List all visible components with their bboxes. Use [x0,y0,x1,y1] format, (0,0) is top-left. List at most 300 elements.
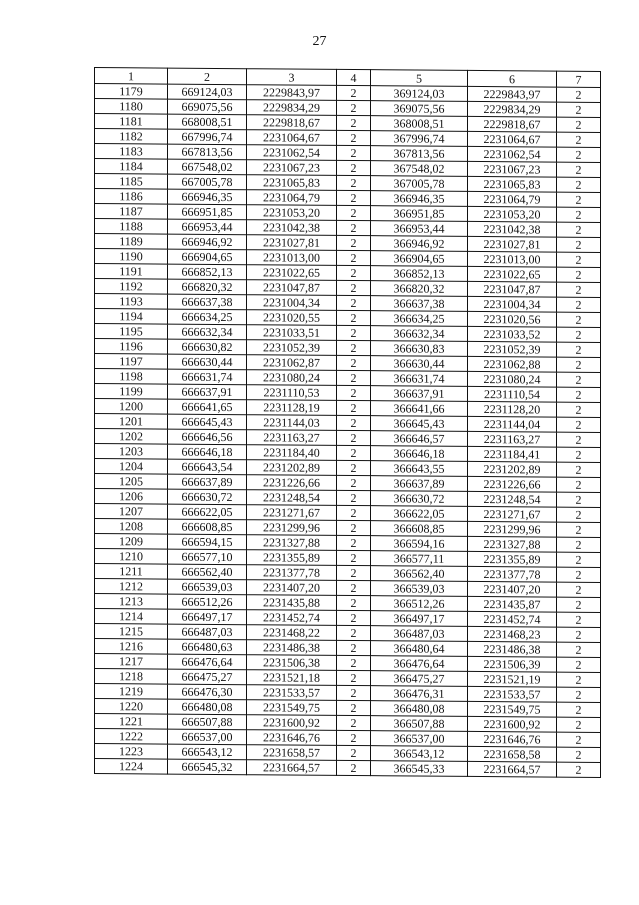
x-coordinate-2-cell: 366476,64 [371,656,468,672]
y-coordinate-cell: 2231452,74 [247,610,337,626]
point-number-cell: 1216 [95,639,168,655]
accuracy-code-cell: 2 [557,507,601,522]
x-coordinate-cell: 666646,56 [168,429,247,445]
accuracy-code-cell: 2 [557,117,601,132]
accuracy-code-cell: 2 [557,432,601,447]
x-coordinate-2-cell: 366630,83 [371,341,468,357]
x-coordinate-cell: 667996,74 [168,129,247,145]
y-coordinate-2-cell: 2231600,92 [468,716,557,732]
y-coordinate-cell: 2231248,54 [247,490,337,506]
x-coordinate-cell: 668008,51 [168,114,247,130]
method-code-cell: 2 [337,310,371,325]
accuracy-code-cell: 2 [557,87,601,102]
y-coordinate-cell: 2231144,03 [247,415,337,431]
accuracy-code-cell: 2 [557,732,601,747]
y-coordinate-2-cell: 2231646,76 [468,731,557,747]
y-coordinate-cell: 2231033,51 [247,325,337,341]
method-code-cell: 2 [337,505,371,520]
y-coordinate-cell: 2231646,76 [247,730,337,746]
point-number-cell: 1184 [95,159,168,175]
y-coordinate-2-cell: 2231053,20 [468,206,557,222]
x-coordinate-cell: 666631,74 [168,369,247,385]
x-coordinate-2-cell: 366543,12 [371,746,468,762]
y-coordinate-cell: 2231064,79 [247,190,337,206]
x-coordinate-2-cell: 366539,03 [371,581,468,597]
point-number-cell: 1201 [95,414,168,430]
y-coordinate-2-cell: 2231271,67 [468,506,557,522]
point-number-cell: 1195 [95,324,168,340]
point-number-cell: 1192 [95,279,168,295]
x-coordinate-cell: 666480,63 [168,639,247,655]
method-code-cell: 2 [337,580,371,595]
x-coordinate-cell: 666543,12 [168,744,247,760]
accuracy-code-cell: 2 [557,687,601,702]
x-coordinate-cell: 666608,85 [168,519,247,535]
method-code-cell: 2 [337,100,371,115]
point-number-cell: 1215 [95,624,168,640]
point-number-cell: 1180 [95,99,168,115]
y-coordinate-2-cell: 2231202,89 [468,461,557,477]
point-number-cell: 1183 [95,144,168,160]
point-number-cell: 1202 [95,429,168,445]
y-coordinate-cell: 2231065,83 [247,175,337,191]
y-coordinate-cell: 2231549,75 [247,700,337,716]
y-coordinate-2-cell: 2231184,41 [468,446,557,462]
accuracy-code-cell: 2 [557,762,601,777]
y-coordinate-cell: 2231064,67 [247,130,337,146]
y-coordinate-cell: 2231027,81 [247,235,337,251]
accuracy-code-cell: 2 [557,267,601,282]
accuracy-code-cell: 2 [557,747,601,762]
y-coordinate-cell: 2231110,53 [247,385,337,401]
x-coordinate-2-cell: 366545,33 [371,761,468,777]
coordinates-table-container [94,67,601,778]
x-coordinate-2-cell: 367996,74 [371,131,468,147]
y-coordinate-2-cell: 2231065,83 [468,176,557,192]
point-number-cell: 1199 [95,384,168,400]
x-coordinate-2-cell: 366475,27 [371,671,468,687]
method-code-cell: 2 [337,370,371,385]
method-code-cell: 2 [337,520,371,535]
x-coordinate-cell: 667813,56 [168,144,247,160]
x-coordinate-2-cell: 369075,56 [371,101,468,117]
accuracy-code-cell: 2 [557,312,601,327]
method-code-cell: 2 [337,115,371,130]
accuracy-code-cell: 2 [557,612,601,627]
x-coordinate-2-cell: 366634,25 [371,311,468,327]
y-coordinate-cell: 2229843,97 [247,85,337,101]
x-coordinate-cell: 666475,27 [168,669,247,685]
point-number-cell: 1222 [95,729,168,745]
x-coordinate-2-cell: 366594,16 [371,536,468,552]
point-number-cell: 1209 [95,534,168,550]
y-coordinate-2-cell: 2231521,19 [468,671,557,687]
x-coordinate-cell: 666946,92 [168,234,247,250]
x-coordinate-2-cell: 366497,17 [371,611,468,627]
y-coordinate-2-cell: 2231533,57 [468,686,557,702]
y-coordinate-cell: 2231533,57 [247,685,337,701]
x-coordinate-cell: 666630,82 [168,339,247,355]
accuracy-code-cell: 2 [557,537,601,552]
method-code-cell: 2 [337,145,371,160]
x-coordinate-2-cell: 366622,05 [371,506,468,522]
point-number-cell: 1206 [95,489,168,505]
x-coordinate-cell: 666539,03 [168,579,247,595]
x-coordinate-cell: 666637,89 [168,474,247,490]
accuracy-code-cell: 2 [557,657,601,672]
y-coordinate-cell: 2231658,57 [247,745,337,761]
point-number-cell: 1205 [95,474,168,490]
y-coordinate-2-cell: 2231486,38 [468,641,557,657]
point-number-cell: 1179 [95,84,168,100]
point-number-cell: 1181 [95,114,168,130]
x-coordinate-2-cell: 366630,44 [371,356,468,372]
method-code-cell: 2 [337,355,371,370]
y-coordinate-cell: 2231521,18 [247,670,337,686]
point-number-cell: 1196 [95,339,168,355]
x-coordinate-cell: 666643,54 [168,459,247,475]
y-coordinate-cell: 2231327,88 [247,535,337,551]
method-code-cell: 2 [337,400,371,415]
x-coordinate-cell: 666562,40 [168,564,247,580]
x-coordinate-2-cell: 366480,64 [371,641,468,657]
x-coordinate-2-cell: 366645,43 [371,416,468,432]
x-coordinate-cell: 666637,38 [168,294,247,310]
accuracy-code-cell: 2 [557,477,601,492]
y-coordinate-cell: 2231053,20 [247,205,337,221]
accuracy-code-cell: 2 [557,492,601,507]
column-header-1: 1 [95,68,168,85]
y-coordinate-cell: 2231486,38 [247,640,337,656]
x-coordinate-2-cell: 366946,92 [371,236,468,252]
method-code-cell: 2 [337,445,371,460]
accuracy-code-cell: 2 [557,282,601,297]
point-number-cell: 1220 [95,699,168,715]
y-coordinate-2-cell: 2229834,29 [468,101,557,117]
x-coordinate-cell: 666476,30 [168,684,247,700]
point-number-cell: 1213 [95,594,168,610]
accuracy-code-cell: 2 [557,372,601,387]
method-code-cell: 2 [337,340,371,355]
x-coordinate-cell: 666545,32 [168,759,247,775]
point-number-cell: 1182 [95,129,168,145]
accuracy-code-cell: 2 [557,237,601,252]
y-coordinate-2-cell: 2231299,96 [468,521,557,537]
coordinates-table [94,67,601,778]
column-header-3: 3 [247,69,337,86]
y-coordinate-cell: 2231062,54 [247,145,337,161]
accuracy-code-cell: 2 [557,702,601,717]
y-coordinate-cell: 2231506,38 [247,655,337,671]
accuracy-code-cell: 2 [557,552,601,567]
y-coordinate-cell: 2231042,38 [247,220,337,236]
x-coordinate-cell: 666632,34 [168,324,247,340]
method-code-cell: 2 [337,250,371,265]
x-coordinate-2-cell: 367005,78 [371,176,468,192]
y-coordinate-2-cell: 2229843,97 [468,86,557,102]
x-coordinate-2-cell: 366946,35 [371,191,468,207]
y-coordinate-cell: 2231062,87 [247,355,337,371]
y-coordinate-2-cell: 2231080,24 [468,371,557,387]
y-coordinate-cell: 2231226,66 [247,475,337,491]
method-code-cell: 2 [337,460,371,475]
y-coordinate-2-cell: 2231327,88 [468,536,557,552]
y-coordinate-2-cell: 2231377,78 [468,566,557,582]
accuracy-code-cell: 2 [557,462,601,477]
x-coordinate-2-cell: 366646,18 [371,446,468,462]
point-number-cell: 1207 [95,504,168,520]
accuracy-code-cell: 2 [557,627,601,642]
method-code-cell: 2 [337,430,371,445]
point-number-cell: 1188 [95,219,168,235]
y-coordinate-cell: 2229834,29 [247,100,337,116]
column-header-7: 7 [557,71,601,87]
method-code-cell: 2 [337,610,371,625]
y-coordinate-cell: 2231271,67 [247,505,337,521]
y-coordinate-2-cell: 2231226,66 [468,476,557,492]
x-coordinate-cell: 669124,03 [168,84,247,100]
point-number-cell: 1212 [95,579,168,595]
x-coordinate-2-cell: 366953,44 [371,221,468,237]
point-number-cell: 1214 [95,609,168,625]
accuracy-code-cell: 2 [557,327,601,342]
point-number-cell: 1198 [95,369,168,385]
x-coordinate-2-cell: 366480,08 [371,701,468,717]
y-coordinate-cell: 2231202,89 [247,460,337,476]
method-code-cell: 2 [337,700,371,715]
accuracy-code-cell: 2 [557,252,601,267]
column-header-4: 4 [337,69,371,85]
method-code-cell: 2 [337,565,371,580]
y-coordinate-cell: 2231047,87 [247,280,337,296]
y-coordinate-2-cell: 2231506,39 [468,656,557,672]
accuracy-code-cell: 2 [557,672,601,687]
method-code-cell: 2 [337,670,371,685]
accuracy-code-cell: 2 [557,162,601,177]
y-coordinate-2-cell: 2231435,87 [468,596,557,612]
x-coordinate-cell: 666630,44 [168,354,247,370]
y-coordinate-2-cell: 2231013,00 [468,251,557,267]
y-coordinate-cell: 2231004,34 [247,295,337,311]
x-coordinate-cell: 666497,17 [168,609,247,625]
x-coordinate-2-cell: 366820,32 [371,281,468,297]
column-header-6: 6 [468,70,557,87]
y-coordinate-cell: 2231355,89 [247,550,337,566]
accuracy-code-cell: 2 [557,582,601,597]
x-coordinate-cell: 666904,65 [168,249,247,265]
x-coordinate-2-cell: 366631,74 [371,371,468,387]
x-coordinate-cell: 667548,02 [168,159,247,175]
method-code-cell: 2 [337,760,371,775]
x-coordinate-cell: 666537,00 [168,729,247,745]
method-code-cell: 2 [337,205,371,220]
method-code-cell: 2 [337,640,371,655]
y-coordinate-cell: 2231052,39 [247,340,337,356]
x-coordinate-2-cell: 366562,40 [371,566,468,582]
y-coordinate-2-cell: 2231248,54 [468,491,557,507]
accuracy-code-cell: 2 [557,597,601,612]
x-coordinate-cell: 666622,05 [168,504,247,520]
point-number-cell: 1191 [95,264,168,280]
y-coordinate-cell: 2231020,55 [247,310,337,326]
x-coordinate-2-cell: 366487,03 [371,626,468,642]
point-number-cell: 1221 [95,714,168,730]
accuracy-code-cell: 2 [557,567,601,582]
y-coordinate-cell: 2231128,19 [247,400,337,416]
y-coordinate-2-cell: 2231163,27 [468,431,557,447]
y-coordinate-2-cell: 2231062,54 [468,146,557,162]
y-coordinate-cell: 2231022,65 [247,265,337,281]
point-number-cell: 1210 [95,549,168,565]
point-number-cell: 1208 [95,519,168,535]
x-coordinate-2-cell: 366641,66 [371,401,468,417]
page-number: 27 [312,34,327,49]
accuracy-code-cell: 2 [557,177,601,192]
accuracy-code-cell: 2 [557,342,601,357]
y-coordinate-cell: 2231407,20 [247,580,337,596]
method-code-cell: 2 [337,715,371,730]
y-coordinate-2-cell: 2231042,38 [468,221,557,237]
column-header-5: 5 [371,70,468,87]
x-coordinate-cell: 666487,03 [168,624,247,640]
y-coordinate-2-cell: 2231064,67 [468,131,557,147]
x-coordinate-cell: 666641,65 [168,399,247,415]
y-coordinate-2-cell: 2229818,67 [468,116,557,132]
x-coordinate-2-cell: 366537,00 [371,731,468,747]
y-coordinate-cell: 2231080,24 [247,370,337,386]
method-code-cell: 2 [337,415,371,430]
y-coordinate-2-cell: 2231452,74 [468,611,557,627]
accuracy-code-cell: 2 [557,132,601,147]
x-coordinate-cell: 666646,18 [168,444,247,460]
x-coordinate-cell: 666507,88 [168,714,247,730]
table-body [95,84,601,778]
y-coordinate-2-cell: 2231658,58 [468,746,557,762]
method-code-cell: 2 [337,160,371,175]
x-coordinate-2-cell: 366643,55 [371,461,468,477]
y-coordinate-2-cell: 2231064,79 [468,191,557,207]
x-coordinate-2-cell: 366512,26 [371,596,468,612]
y-coordinate-2-cell: 2231062,88 [468,356,557,372]
method-code-cell: 2 [337,730,371,745]
method-code-cell: 2 [337,85,371,100]
x-coordinate-2-cell: 366646,57 [371,431,468,447]
accuracy-code-cell: 2 [557,402,601,417]
method-code-cell: 2 [337,685,371,700]
point-number-cell: 1193 [95,294,168,310]
method-code-cell: 2 [337,385,371,400]
x-coordinate-cell: 666852,13 [168,264,247,280]
point-number-cell: 1224 [95,759,168,775]
y-coordinate-cell: 2231435,88 [247,595,337,611]
x-coordinate-2-cell: 366951,85 [371,206,468,222]
x-coordinate-cell: 666951,85 [168,204,247,220]
x-coordinate-cell: 666946,35 [168,189,247,205]
x-coordinate-2-cell: 367548,02 [371,161,468,177]
point-number-cell: 1219 [95,684,168,700]
x-coordinate-2-cell: 366577,11 [371,551,468,567]
method-code-cell: 2 [337,130,371,145]
x-coordinate-cell: 669075,56 [168,99,247,115]
method-code-cell: 2 [337,655,371,670]
y-coordinate-cell: 2231377,78 [247,565,337,581]
y-coordinate-cell: 2231600,92 [247,715,337,731]
method-code-cell: 2 [337,295,371,310]
x-coordinate-cell: 667005,78 [168,174,247,190]
accuracy-code-cell: 2 [557,102,601,117]
x-coordinate-2-cell: 366630,72 [371,491,468,507]
accuracy-code-cell: 2 [557,147,601,162]
point-number-cell: 1189 [95,234,168,250]
y-coordinate-2-cell: 2231047,87 [468,281,557,297]
x-coordinate-2-cell: 366637,38 [371,296,468,312]
point-number-cell: 1218 [95,669,168,685]
method-code-cell: 2 [337,220,371,235]
y-coordinate-2-cell: 2231033,52 [468,326,557,342]
y-coordinate-2-cell: 2231355,89 [468,551,557,567]
point-number-cell: 1197 [95,354,168,370]
y-coordinate-2-cell: 2231110,54 [468,386,557,402]
y-coordinate-2-cell: 2231664,57 [468,761,557,777]
point-number-cell: 1204 [95,459,168,475]
point-number-cell: 1223 [95,744,168,760]
x-coordinate-cell: 666630,72 [168,489,247,505]
x-coordinate-2-cell: 366476,31 [371,686,468,702]
y-coordinate-2-cell: 2231407,20 [468,581,557,597]
point-number-cell: 1217 [95,654,168,670]
method-code-cell: 2 [337,475,371,490]
y-coordinate-cell: 2231067,23 [247,160,337,176]
x-coordinate-2-cell: 366632,34 [371,326,468,342]
y-coordinate-cell: 2231299,96 [247,520,337,536]
x-coordinate-cell: 666476,64 [168,654,247,670]
method-code-cell: 2 [337,235,371,250]
y-coordinate-cell: 2231184,40 [247,445,337,461]
y-coordinate-2-cell: 2231052,39 [468,341,557,357]
point-number-cell: 1194 [95,309,168,325]
point-number-cell: 1185 [95,174,168,190]
method-code-cell: 2 [337,325,371,340]
x-coordinate-2-cell: 368008,51 [371,116,468,132]
method-code-cell: 2 [337,490,371,505]
y-coordinate-cell: 2231468,22 [247,625,337,641]
accuracy-code-cell: 2 [557,192,601,207]
accuracy-code-cell: 2 [557,387,601,402]
y-coordinate-2-cell: 2231067,23 [468,161,557,177]
x-coordinate-2-cell: 366637,89 [371,476,468,492]
x-coordinate-cell: 666637,91 [168,384,247,400]
y-coordinate-2-cell: 2231022,65 [468,266,557,282]
x-coordinate-cell: 666634,25 [168,309,247,325]
y-coordinate-cell: 2229818,67 [247,115,337,131]
accuracy-code-cell: 2 [557,642,601,657]
y-coordinate-cell: 2231163,27 [247,430,337,446]
x-coordinate-2-cell: 366608,85 [371,521,468,537]
method-code-cell: 2 [337,535,371,550]
x-coordinate-2-cell: 369124,03 [371,86,468,102]
y-coordinate-2-cell: 2231020,56 [468,311,557,327]
y-coordinate-2-cell: 2231549,75 [468,701,557,717]
x-coordinate-cell: 666480,08 [168,699,247,715]
y-coordinate-2-cell: 2231468,23 [468,626,557,642]
point-number-cell: 1186 [95,189,168,205]
x-coordinate-2-cell: 366507,88 [371,716,468,732]
accuracy-code-cell: 2 [557,447,601,462]
y-coordinate-cell: 2231664,57 [247,760,337,776]
y-coordinate-2-cell: 2231004,34 [468,296,557,312]
method-code-cell: 2 [337,745,371,760]
y-coordinate-cell: 2231013,00 [247,250,337,266]
